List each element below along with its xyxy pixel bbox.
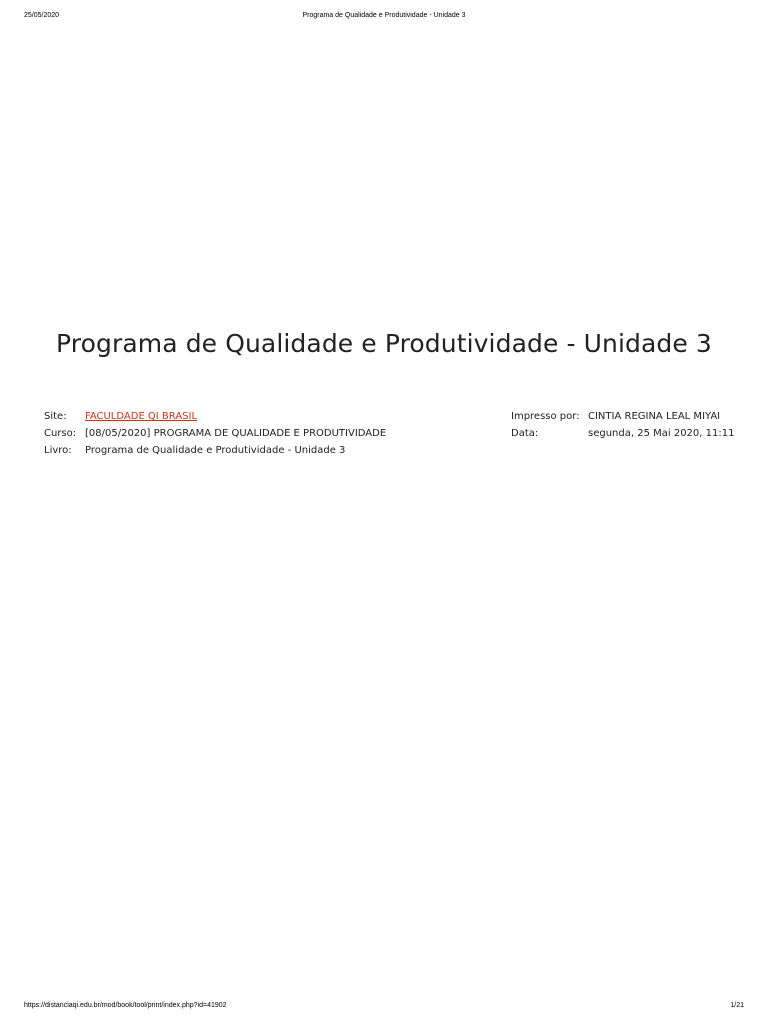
date-row bbox=[511, 425, 734, 442]
date-value: segunda, 25 Mai 2020, 11:11 bbox=[588, 428, 735, 439]
print-footer-page-number: 1/21 bbox=[730, 1002, 744, 1009]
printed-by-label: Impresso por: bbox=[511, 411, 580, 422]
site-label: Site: bbox=[44, 411, 67, 422]
book-label: Livro: bbox=[44, 445, 72, 456]
book-info-left bbox=[44, 408, 386, 459]
book-info-right bbox=[511, 408, 734, 442]
course-row bbox=[44, 425, 386, 442]
print-header-title: Programa de Qualidade e Produtividade - Unidade 3 bbox=[302, 12, 466, 19]
book-title: Programa de Qualidade e Produtividade - Unidade 3 bbox=[56, 329, 712, 358]
site-link[interactable]: FACULDADE QI BRASIL bbox=[85, 411, 198, 422]
book-row bbox=[44, 442, 386, 459]
date-label: Data: bbox=[511, 428, 539, 439]
site-row bbox=[44, 408, 386, 425]
printed-by-row bbox=[511, 408, 734, 425]
print-header-date: 25/05/2020 bbox=[24, 12, 60, 19]
course-value: [08/05/2020] PROGRAMA DE QUALIDADE E PRODUTIVIDADE bbox=[85, 428, 387, 439]
printed-by-value: CINTIA REGINA LEAL MIYAI bbox=[588, 411, 721, 422]
print-footer-url: https://distanciaqi.edu.br/mod/book/tool/print/index.php?id=41902 bbox=[24, 1002, 227, 1009]
course-label: Curso: bbox=[44, 428, 77, 439]
book-value: Programa de Qualidade e Produtividade - Unidade 3 bbox=[85, 445, 346, 456]
